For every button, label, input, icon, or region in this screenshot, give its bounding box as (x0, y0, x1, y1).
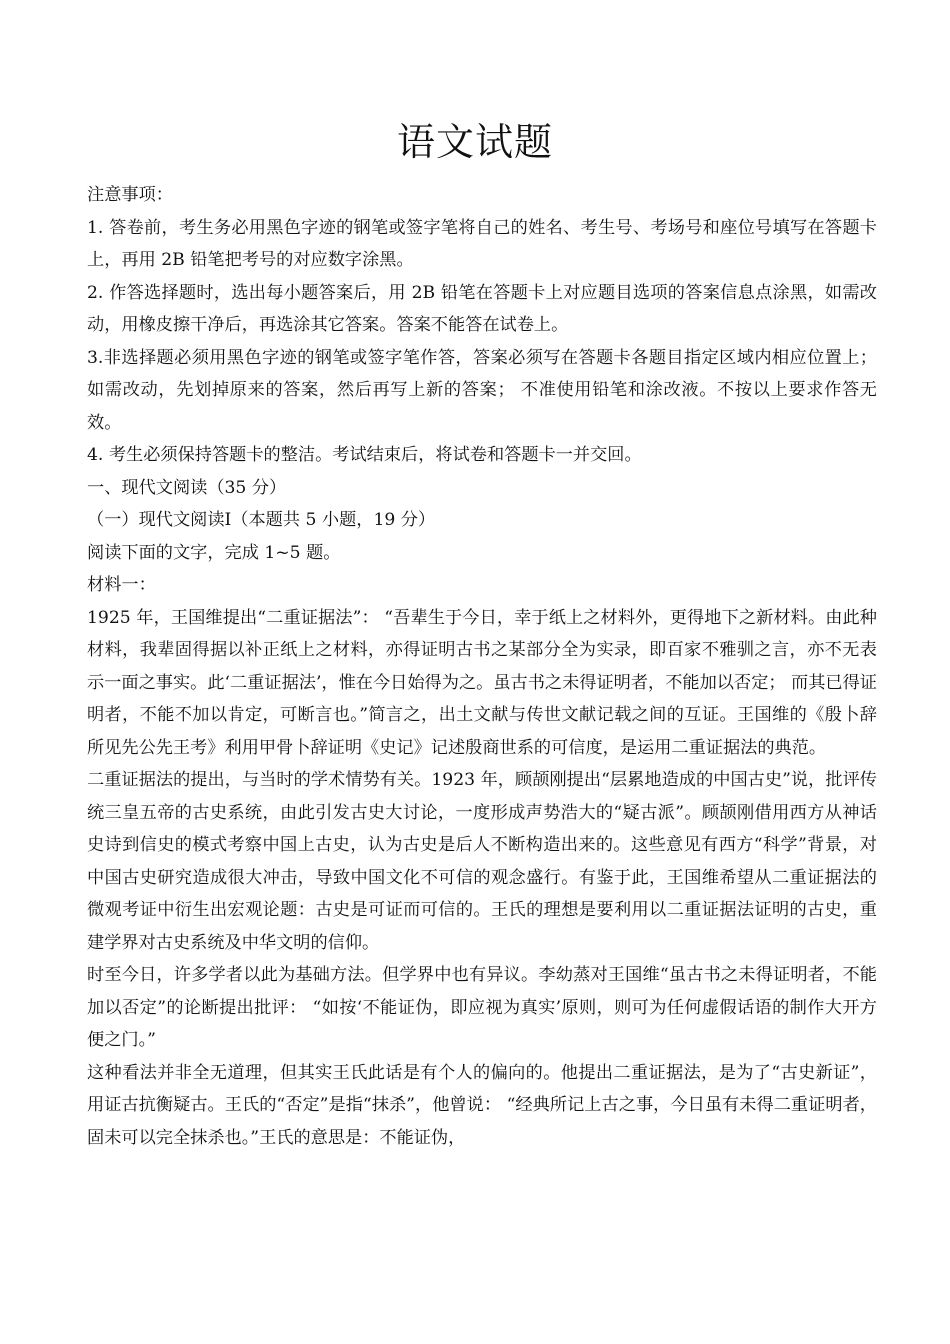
body-paragraph: 时至今日，许多学者以此为基础方法。但学界中也有异议。李幼蒸对王国维“虽古书之未得证明者，不能加以否定”的论断提出批评： “如按‘不能证伪，即应视为真实’原则，则可为任何虚假话语的制作大开方便之门。” (87, 965, 877, 1050)
subsection-heading: （一）现代文阅读Ⅰ（本题共 5 小题，19 分） (87, 510, 436, 530)
document-body (87, 179, 877, 1154)
notice-item-1: 1. 答卷前，考生务必用黑色字迹的钢笔或签字笔将自己的姓名、考生号、考场号和座位号填写在答题卡上，再用 2B 铅笔把考号的对应数字涂黑。 (87, 217, 877, 270)
material-label: 材料一： (87, 575, 156, 595)
section-heading: 一、现代文阅读（35 分） (87, 477, 287, 498)
page-title: 语文试题 (396, 120, 553, 164)
notice-item-3: 3.非选择题必须用黑色字迹的钢笔或签字笔作答，答案必须写在答题卡各题目指定区域内相应位置上； 如需改动，先划掉原来的答案，然后再写上新的答案； 不准使用铅笔和涂改液。不按以上要求作答无效。 (87, 347, 877, 433)
notice-item-4: 4. 考生必须保持答题卡的整洁。考试结束后，将试卷和答题卡一并交回。 (87, 445, 642, 465)
body-paragraph: 1925 年，王国维提出“二重证据法”： “吾辈生于今日，幸于纸上之材料外，更得地下之新材料。由此种材料，我辈固得据以补正纸上之材料，亦得证明古书之某部分全为实录，即百家不雅驯之言，亦不无表示一面之事实。此‘二重证据法’，惟在今日始得为之。虽古书之未得证明者，不能加以否定； 而其已得证明者，不能不加以肯定，可断言也。”简言之，出土文献与传世文献记载之间的互证。王国维的《殷卜辞所见先公先王考》利用甲骨卜辞证明《史记》记述殷商世系的可信度，是运用二重证据法的典范。 (87, 607, 877, 758)
reading-instruction: 阅读下面的文字，完成 1~5 题。 (87, 542, 341, 563)
notice-item-2: 2. 作答选择题时，选出每小题答案后，用 2B 铅笔在答题卡上对应题目选项的答案信息点涂黑，如需改动，用橡皮擦干净后，再选涂其它答案。答案不能答在试卷上。 (87, 282, 877, 335)
body-paragraph: 这种看法并非全无道理，但其实王氏此话是有个人的偏向的。他提出二重证据法，是为了“古史新证”，用证古抗衡疑古。王氏的“否定”是指“抹杀”，他曾说： “经典所记上古之事，今日虽有未得二重证明者，固未可以完全抹杀也。”王氏的意思是：不能证伪， (87, 1062, 877, 1148)
body-paragraph: 二重证据法的提出，与当时的学术情势有关。1923 年，顾颉刚提出“层累地造成的中国古史”说，批评传统三皇五帝的古史系统，由此引发古史大讨论，一度形成声势浩大的“疑古派”。顾颉刚借用西方从神话史诗到信史的模式考察中国上古史，认为古史是后人不断构造出来的。这些意见有西方“科学”背景，对中国古史研究造成很大冲击，导致中国文化不可信的观念盛行。有鉴于此，王国维希望从二重证据法的微观考证中衍生出宏观论题：古史是可证而可信的。王氏的理想是要利用以二重证据法证明的古史，重建学界对古史系统及中华文明的信仰。 (87, 770, 877, 953)
notice-heading: 注意事项： (87, 185, 173, 205)
